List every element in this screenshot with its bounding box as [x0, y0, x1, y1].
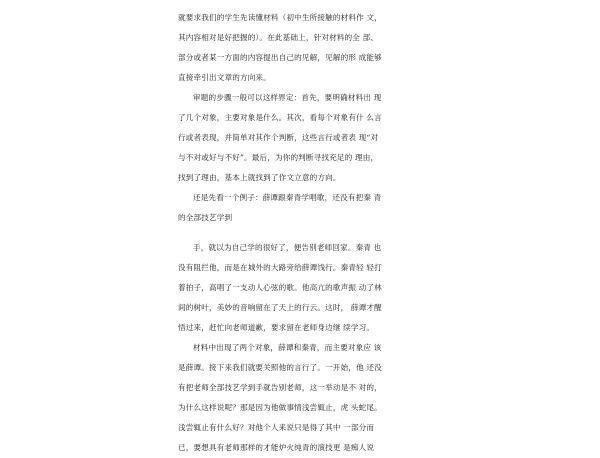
text-line: 了几个对象，主要对象是什么。其次，看每个对象有什 么言: [178, 113, 382, 122]
text-line: 与不对或好与不好”。最后，为你的判断寻找充足的 理由，: [178, 153, 379, 162]
text-line: 浅尝辄止有什么好？对他个人来说只是得了其中 一部分而: [178, 423, 375, 432]
text-line: 直接牵引出文章的方向来。: [178, 73, 271, 82]
text-line: 就要求我们的学生先读懂材料（初中生所接触的材料作 文，: [178, 13, 382, 22]
paragraph-start-line: 材料中出现了两个对象，薛谭和秦青，而主要对象应 该: [193, 343, 382, 352]
essay-text-block: [178, 8, 418, 458]
text-line: 的全部技艺学到: [178, 213, 233, 222]
text-line: 没有阻拦他，而是在城外的大路旁给薛谭饯行。秦青轻 轻打: [178, 263, 382, 272]
text-line: 着拍子，高唱了一支动人心弦的歌。他高亢的歌声振 动了林: [178, 283, 382, 292]
text-line: 有把老师全部技艺学到手就告别老师，这一举动是不 对的，: [178, 383, 382, 392]
text-line: 悟过来，赶忙向老师道歉，要求留在老师身边继 续学习。: [178, 323, 375, 332]
text-line: 行或者表现，并简单对其作个判断，这些言行或者表 现“对: [178, 133, 379, 142]
paragraph-start-line: 手，就以为自己学的很好了，便告别老师回家。秦青 也: [193, 243, 382, 252]
text-line: 为什么这样说呢？那是因为他做事情浅尝辄止，虎 头蛇尾。: [178, 403, 382, 412]
text-line: 已，要想具有老师那样的才能炉火纯青的演技更 是痴人说: [178, 443, 375, 452]
text-line: 找到了理由，基本上就找到了作文立意的方向。: [178, 173, 341, 182]
text-line: 间的树叶，美妙的音响留在了天上的行云。这时， 薛谭才醒: [178, 303, 382, 312]
paragraph-start-line: 还是先看一个例子：薛谭跟秦青学唱歌，还没有把秦 青: [193, 193, 382, 202]
paragraph-start-line: 审题的步骤一般可以这样界定：首先，要明确材料出 现: [193, 93, 382, 102]
text-line: 部分或者某一方面的内容提出自己的见解，见解的形 成能够: [178, 53, 382, 62]
text-line: 是薛谭。接下来我们就要关照他的言行了。一开始，他 还没: [178, 363, 382, 372]
text-line: 其内容相对是好把握的）。在此基础上，针对材料的全 部、: [178, 33, 379, 42]
